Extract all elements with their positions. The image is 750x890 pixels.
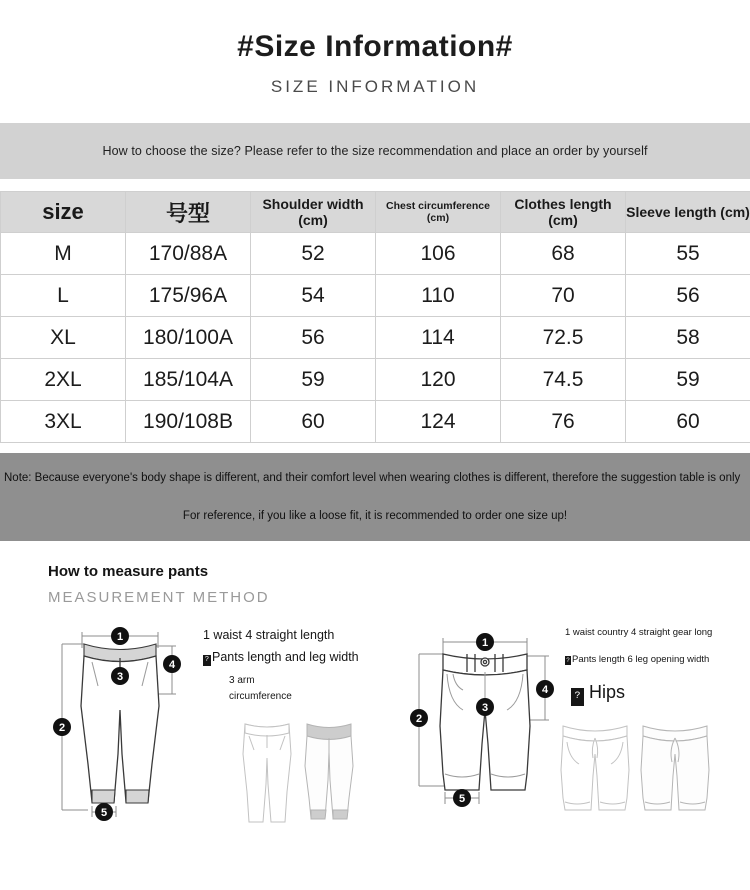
pants-thumbnails [235,714,365,834]
table-row [1,359,750,401]
cell-chest: 114 [376,317,501,359]
svg-text:5: 5 [100,807,108,819]
pants-legend-line-2 [203,648,363,666]
pants-legend-line-4-text: circumference [229,691,292,703]
callout-badge-1 [111,627,129,645]
table-header-row [1,192,750,233]
callout-badge-2 [53,718,71,736]
shorts-legend-line-2 [565,653,750,667]
measurement-subtitle: MEASUREMENT METHOD [48,589,270,606]
cell-model: 170/88A [126,233,251,275]
cell-sleeve: 59 [626,359,750,401]
shorts-legend-line-3-text: Hips [589,681,626,702]
pants-legend-line-3-text: 3 arm [229,675,255,687]
callout-badge-4 [536,680,554,698]
cell-model: 190/108B [126,401,251,443]
instruction-band [0,123,750,179]
cell-chest: 124 [376,401,501,443]
column-header-chest: Chest circumference (cm) [376,192,501,233]
pants-thumbnail-pair [235,714,365,834]
svg-text:2: 2 [58,722,66,734]
page-header [0,0,750,97]
svg-text:4: 4 [168,659,176,671]
callout-badge-5 [95,803,113,821]
shorts-thumbnail-b [641,726,709,810]
cell-size: XL [1,317,126,359]
table-row [1,317,750,359]
cell-shoulder: 54 [251,275,376,317]
callout-badge-3 [111,667,129,685]
svg-text:3: 3 [481,702,489,714]
pants-technical-drawing [40,614,200,834]
column-header-size: size [1,192,126,233]
shorts-thumbnails [555,714,715,834]
cell-chest: 110 [376,275,501,317]
column-header-sleeve: Sleeve length (cm) [626,192,750,233]
svg-text:4: 4 [541,684,549,696]
cell-chest: 106 [376,233,501,275]
shorts-legend-line-3 [565,679,750,706]
shorts-technical-drawing [405,614,565,834]
shorts-legend-line-1: 1 waist country 4 straight gear long [565,627,713,638]
cell-size: 2XL [1,359,126,401]
pants-legend-line-3 [203,673,363,705]
shorts-thumbnail-pair [555,714,715,834]
shorts-diagram-figure [405,614,565,834]
cell-model: 185/104A [126,359,251,401]
column-header-shoulder: Shoulder width (cm) [251,192,376,233]
cell-chest: 120 [376,359,501,401]
note-text-primary: Note: Because everyone's body shape is different, and their comfort level when wearing clothes is different, therefore the suggestion table is only [4,472,741,484]
shorts-legend [565,626,750,706]
column-header-model: 号型 [126,192,251,233]
cell-shoulder: 52 [251,233,376,275]
callout-badge-3 [476,698,494,716]
cell-length: 72.5 [501,317,626,359]
cell-shoulder: 60 [251,401,376,443]
shorts-thumbnail-a [561,726,629,810]
page-title: #Size Information# [237,30,513,63]
size-chart-table-wrapper [0,191,750,443]
shorts-legend-line-2-text: Pants length 6 leg opening width [572,653,710,665]
callout-badge-5 [453,789,471,807]
cell-sleeve: 60 [626,401,750,443]
cell-size: M [1,233,126,275]
pants-legend-line-2-text: Pants length and leg width [212,650,359,665]
cell-model: 175/96A [126,275,251,317]
pants-legend-line-1: 1 waist 4 straight length [203,628,335,642]
missing-glyph-icon: ? [566,656,570,664]
instruction-text: How to choose the size? Please refer to the size recommendation and place an order by yourself [102,144,648,158]
size-chart-table [0,191,750,443]
note-text-secondary: For reference, if you like a loose fit, it is recommended to order one size up! [182,510,568,522]
measurement-title: How to measure pants [48,563,209,580]
svg-text:2: 2 [415,713,423,725]
cell-length: 68 [501,233,626,275]
cell-sleeve: 58 [626,317,750,359]
missing-glyph-icon: ? [204,656,210,665]
cell-size: L [1,275,126,317]
cell-size: 3XL [1,401,126,443]
page-subtitle: SIZE INFORMATION [270,77,480,96]
cell-length: 70 [501,275,626,317]
cell-sleeve: 56 [626,275,750,317]
svg-text:1: 1 [481,637,489,649]
callout-badge-4 [163,655,181,673]
cell-sleeve: 55 [626,233,750,275]
column-header-length: Clothes length (cm) [501,192,626,233]
measurement-diagrams [0,614,750,844]
svg-text:1: 1 [116,631,124,643]
cell-model: 180/100A [126,317,251,359]
table-row [1,233,750,275]
pants-diagram-figure [40,614,200,834]
table-row [1,275,750,317]
missing-glyph-icon: ? [571,688,584,706]
pants-legend [203,626,363,705]
callout-badge-1 [476,633,494,651]
note-band [0,453,750,541]
measurement-section [0,563,750,606]
table-row [1,401,750,443]
svg-text:5: 5 [458,793,466,805]
cell-shoulder: 59 [251,359,376,401]
pants-thumbnail-b [305,724,353,819]
cell-length: 76 [501,401,626,443]
cell-length: 74.5 [501,359,626,401]
cell-shoulder: 56 [251,317,376,359]
callout-badge-2 [410,709,428,727]
pants-thumbnail-a [243,724,291,822]
svg-text:3: 3 [116,671,124,683]
